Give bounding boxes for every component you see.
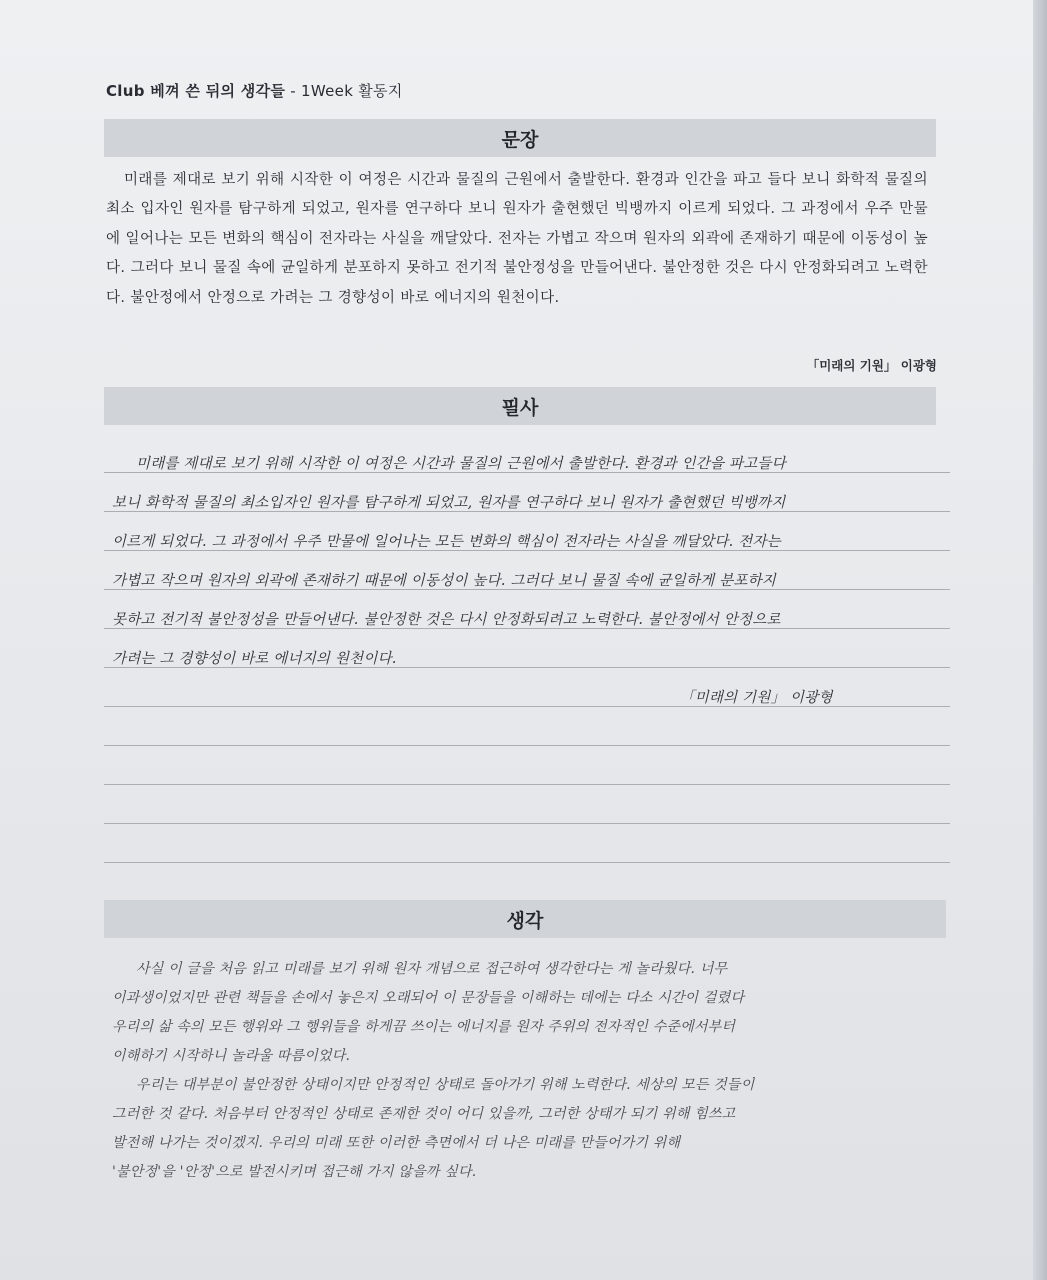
passage-source: 「미래의 기원」 이광형 [806, 358, 937, 373]
ruled-line [104, 823, 950, 824]
handwritten-thought-line: 발전해 나가는 것이겠지. 우리의 미래 또한 이러한 측면에서 더 나은 미래를 만들어가기 위해 [112, 1135, 681, 1151]
handwritten-copy-line: 미래를 제대로 보기 위해 시작한 이 여정은 시간과 물질의 근원에서 출발한다. 환경과 인간을 파고들다 [136, 456, 786, 472]
handwritten-signature: 「미래의 기원」 이광형 [680, 690, 833, 706]
handwritten-thought-line: 사실 이 글을 처음 읽고 미래를 보기 위해 원자 개념으로 접근하여 생각한다는 게 놀라웠다. 너무 [136, 961, 728, 977]
section-thoughts-heading: 생각 [104, 900, 946, 938]
ruled-line [104, 784, 950, 785]
handwritten-thought-line: 그러한 것 같다. 처음부터 안정적인 상태로 존재한 것이 어디 있을까, 그러한 상태가 되기 위해 힘쓰고 [112, 1106, 736, 1122]
ruled-line [104, 862, 950, 863]
handwritten-copy-line: 가려는 그 경향성이 바로 에너지의 원천이다. [112, 651, 397, 667]
handwritten-thought-line: 이해하기 시작하니 놀라울 따름이었다. [112, 1048, 351, 1064]
handwritten-thought-line: 우리의 삶 속의 모든 행위와 그 행위들을 하게끔 쓰이는 에너지를 원자 주위의 전자적인 수준에서부터 [112, 1019, 736, 1035]
section-transcription-heading: 필사 [104, 387, 936, 425]
worksheet-header [106, 80, 403, 101]
header-title: Club 베껴 쓴 뒤의 생각들 [106, 82, 286, 100]
handwritten-copy-line: 못하고 전기적 불안정성을 만들어낸다. 불안정한 것은 다시 안정화되려고 노력한다. 불안정에서 안정으로 [112, 612, 781, 628]
handwritten-thought-line: 우리는 대부분이 불안정한 상태이지만 안정적인 상태로 돌아가기 위해 노력한다. 세상의 모든 것들이 [136, 1077, 755, 1093]
handwritten-copy-line: 보니 화학적 물질의 최소입자인 원자를 탐구하게 되었고, 원자를 연구하다 보니 원자가 출현했던 빅뱅까지 [112, 495, 786, 511]
printed-passage: 미래를 제대로 보기 위해 시작한 이 여정은 시간과 물질의 근원에서 출발한다. 환경과 인간을 파고 들다 보니 화학적 물질의 최소 입자인 원자를 탐구하게 되었고, 원자를 연구하다 보니 원자가 출현했던 빅뱅까지 이르게 되었다. 그 과정에서 우주 만물에 일어나는 모든 변화의 핵심이 전자라는 사실을 깨달았다. 전자는 가볍고 작으며 원자의 외곽에 존재하기 때문에 이동성이 높다. 그러다 보니 물질 속에 균일하게 분포하지 못하고 전기적 불안정성을 만들어낸다. 불안정한 것은 다시 안정화되려고 노력한다. 불안정에서 안정으로 가려는 그 경향성이 바로 에너지의 원천이다. [106, 172, 928, 306]
ruled-line [104, 745, 950, 746]
section-sentence-heading: 문장 [104, 119, 936, 157]
handwritten-copy-line: 가볍고 작으며 원자의 외곽에 존재하기 때문에 이동성이 높다. 그러다 보니 물질 속에 균일하게 분포하지 [112, 573, 777, 589]
header-subtitle: - 1Week 활동지 [290, 82, 403, 100]
handwritten-copy-line: 이르게 되었다. 그 과정에서 우주 만물에 일어나는 모든 변화의 핵심이 전자라는 사실을 깨달았다. 전자는 [112, 534, 781, 550]
handwritten-thought-line: 이과생이었지만 관련 책들을 손에서 놓은지 오래되어 이 문장들을 이해하는 데에는 다소 시간이 걸렸다 [112, 990, 745, 1006]
handwritten-thought-line: '불안정'을 '안정'으로 발전시키며 접근해 가지 않을까 싶다. [112, 1164, 477, 1180]
page-edge [1033, 0, 1047, 1280]
